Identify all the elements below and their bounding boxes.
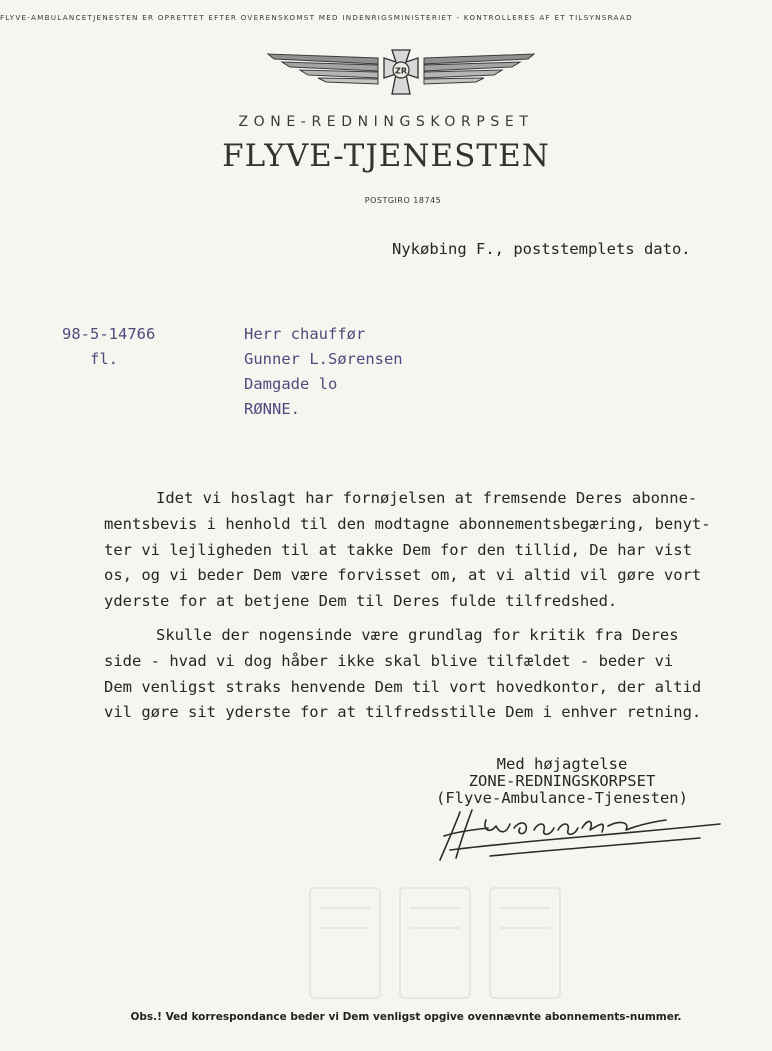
reference-initials: fl. <box>90 350 118 368</box>
body-line: ter vi lejligheden til at takke Dem for den tillid, De har vist <box>104 540 692 559</box>
service-title: FLYVE-TJENESTEN <box>222 138 550 174</box>
closing-organization: ZONE-REDNINGSKORPSET <box>468 772 656 790</box>
corps-name: ZONE-REDNINGSKORPSET <box>238 114 534 130</box>
recipient-name: Gunner L.Sørensen <box>244 350 403 368</box>
body-line: mentsbevis i henhold til den modtagne abonnementsbegæring, benyt- <box>104 514 711 533</box>
recipient-address <box>244 322 403 422</box>
footer-note: Obs.! Ved korrespondance beder vi Dem venligst opgive ovennævnte abonnements-nummer. <box>130 1011 682 1023</box>
place-date: Nykøbing F., poststemplets dato. <box>392 240 691 258</box>
letter-body <box>104 486 744 734</box>
body-line: vil gøre sit yderste for at tilfredsstille Dem i enhver retning. <box>104 703 702 722</box>
closing-department: (Flyve-Ambulance-Tjenesten) <box>436 789 688 807</box>
winged-cross-emblem-icon <box>260 48 542 98</box>
postgiro-number: POSTGIRO 18745 <box>364 196 442 205</box>
recipient-city: RØNNE. <box>244 400 300 418</box>
handwritten-signature <box>430 800 730 866</box>
recipient-street: Damgade lo <box>244 375 338 393</box>
letterhead-top-line: FLYVE-AMBULANCETJENESTEN ER OPRETTET EFTER OVERENSKOMST MED INDENRIGSMINISTERIET - KONTROLLERES AF ET TILSYNSRAAD <box>0 13 633 22</box>
reference-number: 98-5-14766 <box>62 325 156 343</box>
body-line: os, og vi beder Dem være forvisset om, at vi altid vil gøre vort <box>104 566 702 585</box>
body-line: Dem venligst straks henvende Dem til vort hovedkontor, der altid <box>104 677 702 696</box>
recipient-title: Herr chauffør <box>244 325 366 343</box>
faint-watermark <box>300 868 580 1008</box>
body-line: Skulle der nogensinde være grundlag for kritik fra Deres <box>156 625 679 644</box>
paragraph-2 <box>104 623 744 726</box>
emblem-monogram: ZR <box>395 66 407 76</box>
body-line: yderste for at betjene Dem til Deres fulde tilfredshed. <box>104 592 618 611</box>
paragraph-1 <box>104 486 744 615</box>
closing-salutation: Med højagtelse <box>496 755 628 773</box>
body-line: Idet vi hoslagt har fornøjelsen at fremsende Deres abonne- <box>156 489 698 507</box>
body-line: side - hvad vi dog håber ikke skal blive tilfældet - beder vi <box>104 651 674 670</box>
